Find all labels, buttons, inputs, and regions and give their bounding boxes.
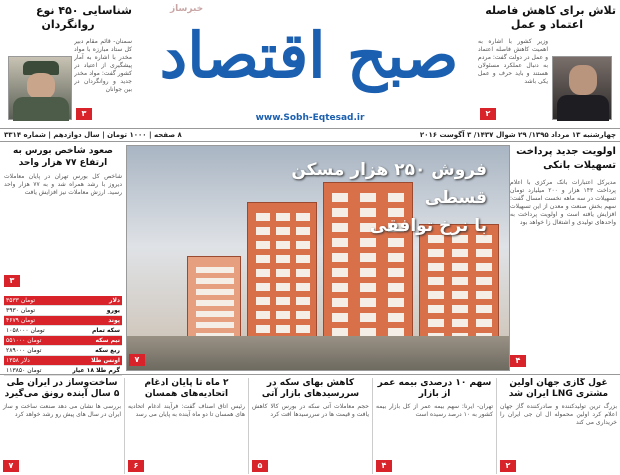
market-item-value: ۲۸۹۰۰۰ تومان <box>6 347 42 354</box>
market-item-name: پوند <box>108 317 120 324</box>
bottom-body-4: رئیس اتاق اصناف گفت: فرآیند ادغام اتحادیه های همسان تا دو ماه آینده به پایان می رسد <box>128 403 245 418</box>
market-row <box>4 346 122 356</box>
minister-photo <box>552 56 612 120</box>
hero-headline-line2: با نرخ توافقی <box>369 216 487 236</box>
masthead <box>0 0 620 128</box>
bottom-number-1: ۲ <box>500 460 516 472</box>
logo[interactable] <box>150 4 468 112</box>
bottom-story-1[interactable] <box>496 378 620 474</box>
bottom-story-3[interactable] <box>248 378 372 474</box>
market-row <box>4 326 122 336</box>
hero-page-number: ۷ <box>129 354 145 366</box>
stock-page-number: ۳ <box>4 275 20 287</box>
hero-headline <box>257 156 487 240</box>
market-item-name: اونس طلا <box>91 357 120 364</box>
market-item-value: ۳۹۳۰ تومان <box>6 307 36 314</box>
top-left-title: شناسایی ۴۵۰ نوع <box>35 4 132 17</box>
issue-info: ۸ صفحه | ۱۰۰۰ تومان | سال دوازدهم | شماره ۳۳۱۴ <box>4 131 182 139</box>
banking-body: مدیرکل اعتبارات بانک مرکزی با اعلام پرداخت ۱۴۳ هزار و ۲۰۰ میلیارد تومان تسهیلات در سه ماهه نخست امسال گفت: سهم بخش صنعت و معدن از این تسهیلات افزایش یافته است و اولویت پرداخت به واحدهای تولیدی و اشتغال زا خواهد بود <box>510 179 616 226</box>
top-right-subtitle: اعتماد و عمل <box>510 18 584 31</box>
bottom-number-2: ۴ <box>376 460 392 472</box>
website-url[interactable]: www.Sobh-Eqtesad.ir <box>255 113 365 123</box>
market-row <box>4 316 122 326</box>
logo-tag: خبرساز <box>170 4 204 14</box>
market-item-value: ۳۵۳۳ تومان <box>6 297 36 304</box>
top-left-story[interactable] <box>4 4 132 124</box>
market-row <box>4 306 122 316</box>
top-right-body: وزیر کشور با اشاره به اهمیت کاهش فاصله اعتماد و عمل در دولت گفت: مردم به دنبال عملکرد مسئولان هستند و باید حرف و عمل یکی باشد <box>478 38 548 85</box>
bottom-title-3: کاهش بهای سکه در سررسیدهای بازار آتی <box>261 378 360 399</box>
market-item-value: ۴۶۷۹ تومان <box>6 317 36 324</box>
bottom-title-1: غول گازی جهان اولین مشتری LNG ایران شد <box>508 378 609 399</box>
top-left-subtitle: روانگردان <box>41 18 95 31</box>
bottom-story-2[interactable] <box>372 378 496 474</box>
bottom-number-5: ۷ <box>3 460 19 472</box>
top-left-body: سمنان- قائم مقام دبیر کل ستاد مبارزه با مواد مخدر با اشاره به آمار پیشگیری از اعتیاد در کشور گفت: مواد مخدر جدید و روانگردان در بین جوانان <box>74 38 132 93</box>
market-item-value: ۱۳۵۸ دلار <box>6 357 30 364</box>
bottom-number-4: ۶ <box>128 460 144 472</box>
bottom-body-3: حجم معاملات آتی سکه در بورس کالا کاهش یافت و قیمت ها در سررسیدها افت کرد <box>252 403 369 418</box>
banking-story[interactable] <box>510 145 616 371</box>
top-right-title: تلاش برای کاهش فاصله <box>485 4 616 17</box>
market-item-value: ۱۰۵۸۰۰۰ تومان <box>6 327 45 334</box>
bottom-number-3: ۵ <box>252 460 268 472</box>
market-item-value: ۵۵۱۰۰۰ تومان <box>6 337 42 344</box>
market-row <box>4 336 122 346</box>
hero-housing-photo[interactable] <box>126 145 510 371</box>
market-row <box>4 296 122 306</box>
bottom-title-4: ۲ ماه تا پایان ادغام اتحادیه‌های همسان <box>144 378 229 399</box>
banking-page-number: ۴ <box>510 355 526 367</box>
market-item-name: ربع سکه <box>95 347 120 354</box>
market-row <box>4 356 122 366</box>
top-right-page-number: ۲ <box>480 108 496 120</box>
bottom-body-1: بزرگ ترین تولیدکننده و صادرکننده گاز جهان اعلام کرد اولین محموله ال ان جی ایران را خریداری می کند <box>500 403 617 426</box>
market-item-value: ۱۱۳۸۵۰ تومان <box>6 367 42 374</box>
market-item-name: یورو <box>106 307 120 314</box>
market-item-name: دلار <box>108 297 120 304</box>
bottom-title-5: ساخت‌وساز در ایران طی ۵ سال آینده رونق می‌گیرد <box>4 378 120 399</box>
bottom-title-2: سهم ۱۰ درصدی بیمه عمر از بازار <box>377 378 492 399</box>
market-item-name: گرم طلا ۱۸ عیار <box>72 367 120 374</box>
market-item-name: سکه تمام <box>91 327 120 334</box>
market-item-name: نیم سکه <box>95 337 120 344</box>
bottom-stories <box>0 374 620 475</box>
bottom-story-5[interactable] <box>0 378 124 474</box>
banking-title: اولویت جدید پرداخت تسهیلات بانکی <box>516 146 616 171</box>
bottom-body-5: بررسی ها نشان می دهد صنعت ساخت و ساز ایران در سال های پیش رو رشد خواهد کرد <box>3 403 121 418</box>
police-chief-photo <box>8 56 72 120</box>
top-right-story[interactable] <box>478 4 616 124</box>
hero-headline-line1: فروش ۲۵۰ هزار مسکن قسطی <box>291 160 487 208</box>
publication-date: چهارشنبه ۱۳ مرداد ۱۳۹۵/ ۲۹ شوال ۱۴۳۷/ ۳ آگوست ۲۰۱۶ <box>419 131 616 139</box>
newspaper-logo: صبح اقتصاد <box>159 19 459 92</box>
stock-body: شاخص کل بورس تهران در پایان معاملات دیروز با رشد همراه شد و به ۷۷ هزار واحد رسید. ارزش معاملات نیز افزایش یافت <box>4 173 122 196</box>
market-rates-table <box>4 296 122 376</box>
dateline-bar <box>0 128 620 142</box>
bottom-body-2: تهران- ایرنا: سهم بیمه عمر از کل بازار بیمه کشور به ۱۰ درصد رسیده است <box>376 403 493 418</box>
bottom-story-4[interactable] <box>124 378 248 474</box>
top-left-page-number: ۳ <box>76 108 92 120</box>
stock-title: صعود شاخص بورس به ارتفاع ۷۷ هزار واحد <box>13 146 113 168</box>
